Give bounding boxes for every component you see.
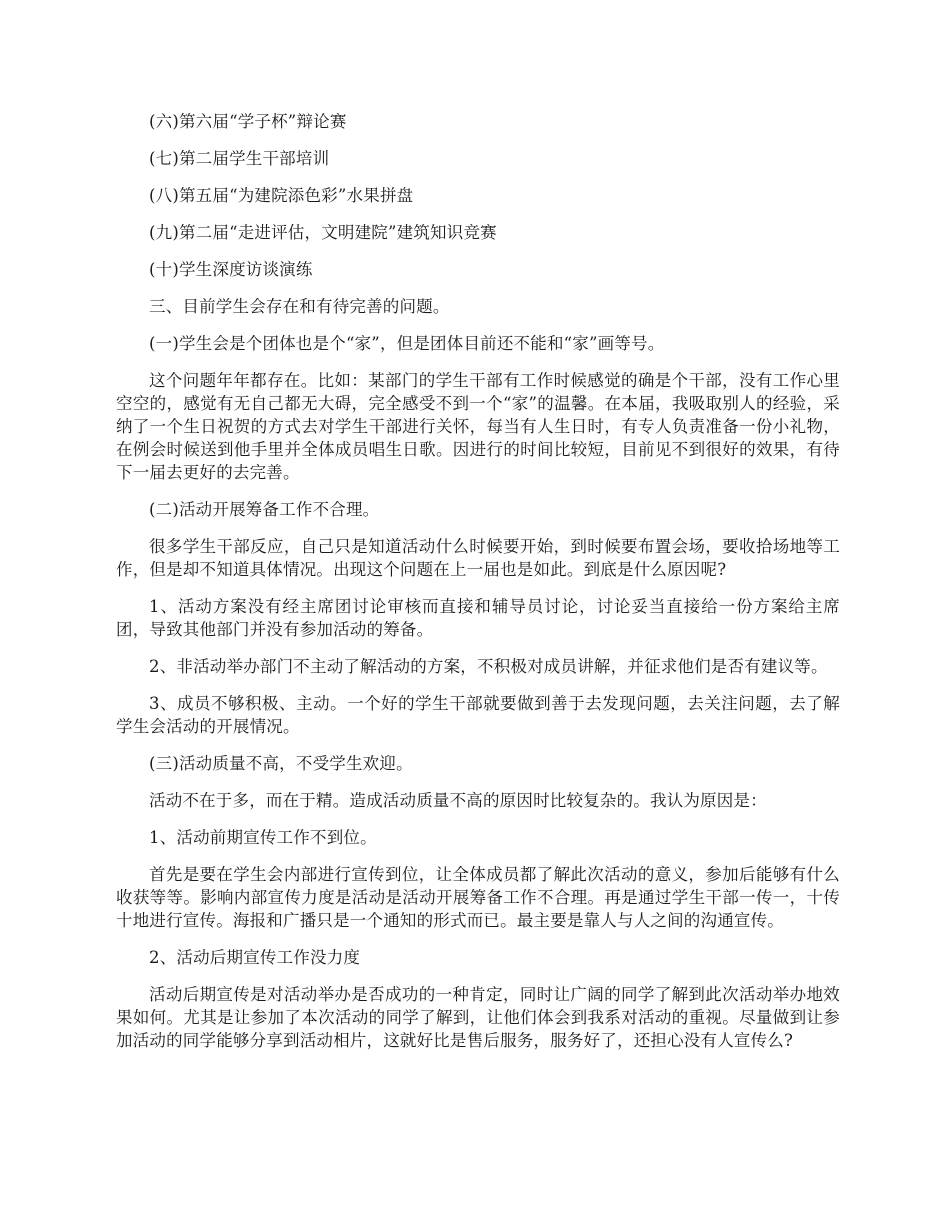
list-item-1: 1、活动方案没有经主席团讨论审核而直接和辅导员讨论，讨论妥当直接给一份方案给主席团，导致其他部门并没有参加活动的筹备。	[116, 597, 840, 639]
subheading-preparation: (二)活动开展筹备工作不合理。	[149, 500, 380, 519]
paragraph-cadre-training: (七)第二届学生干部培训	[149, 149, 330, 168]
subheading-team-family: (一)学生会是个团体也是个“家”，但是团体目前还不能和“家”画等号。	[149, 334, 665, 353]
section-heading-problems: 三、目前学生会存在和有待完善的问题。	[149, 297, 450, 316]
paragraph-debate-contest: (六)第六届“学子杯”辩论赛	[149, 112, 347, 131]
paragraph-preparation-body: 很多学生干部反应，自己只是知道活动什么时候要开始，到时候要布置会场，要收拾场地等工作，但是却不知道具体情况。出现这个问题在上一届也是如此。到底是什么原因呢?	[116, 537, 840, 579]
paragraph-post-publicity-body: 活动后期宣传是对活动举办是否成功的一种肯定，同时让广阔的同学了解到此次活动举办地效果如何。尤其是让参加了本次活动的同学了解到，让他们体会到我系对活动的重视。尽量做到让参加活动的同学能够分享到活动相片，这就好比是售后服务，服务好了，还担心没有人宣传么?	[116, 985, 840, 1050]
list-item-2: 2、非活动举办部门不主动了解活动的方案，不积极对成员讲解，并征求他们是否有建议等。	[149, 657, 828, 676]
paragraph-pre-publicity-body: 首先是要在学生会内部进行宣传到位，让全体成员都了解此次活动的意义，参加后能够有什么收获等等。影响内部宣传力度是活动是活动开展筹备工作不合理。再是通过学生干部一传一，十传十地进行宣传。海报和广播只是一个通知的形式而已。最主要是靠人与人之间的沟通宣传。	[116, 865, 840, 930]
subheading-quality: (三)活动质量不高，不受学生欢迎。	[149, 754, 413, 773]
paragraph-knowledge-contest: (九)第二届“走进评估，文明建院”建筑知识竞赛	[149, 223, 497, 242]
document-body	[116, 110, 840, 1066]
list-item-pre-publicity: 1、活动前期宣传工作不到位。	[149, 828, 377, 847]
paragraph-fruit-platter: (八)第五届“为建院添色彩”水果拼盘	[149, 186, 414, 205]
list-item-post-publicity: 2、活动后期宣传工作没力度	[149, 948, 361, 967]
paragraph-team-family-body: 这个问题年年都存在。比如：某部门的学生干部有工作时候感觉的确是个干部，没有工作心里空空的，感觉有无自己都无大碍，完全感受不到一个“家”的温馨。在本届，我吸取别人的经验，采纳了一个生日祝贺的方式去对学生干部进行关怀，每当有人生日时，有专人负责准备一份小礼物，在例会时候送到他手里并全体成员唱生日歌。因进行的时间比较短，目前见不到很好的效果，有待下一届去更好的去完善。	[116, 371, 840, 482]
list-item-3: 3、成员不够积极、主动。一个好的学生干部就要做到善于去发现问题，去关注问题，去了解学生会活动的开展情况。	[116, 694, 840, 736]
paragraph-interview-drill: (十)学生深度访谈演练	[149, 260, 313, 279]
paragraph-quality-intro: 活动不在于多，而在于精。造成活动质量不高的原因时比较复杂的。我认为原因是：	[149, 791, 767, 810]
